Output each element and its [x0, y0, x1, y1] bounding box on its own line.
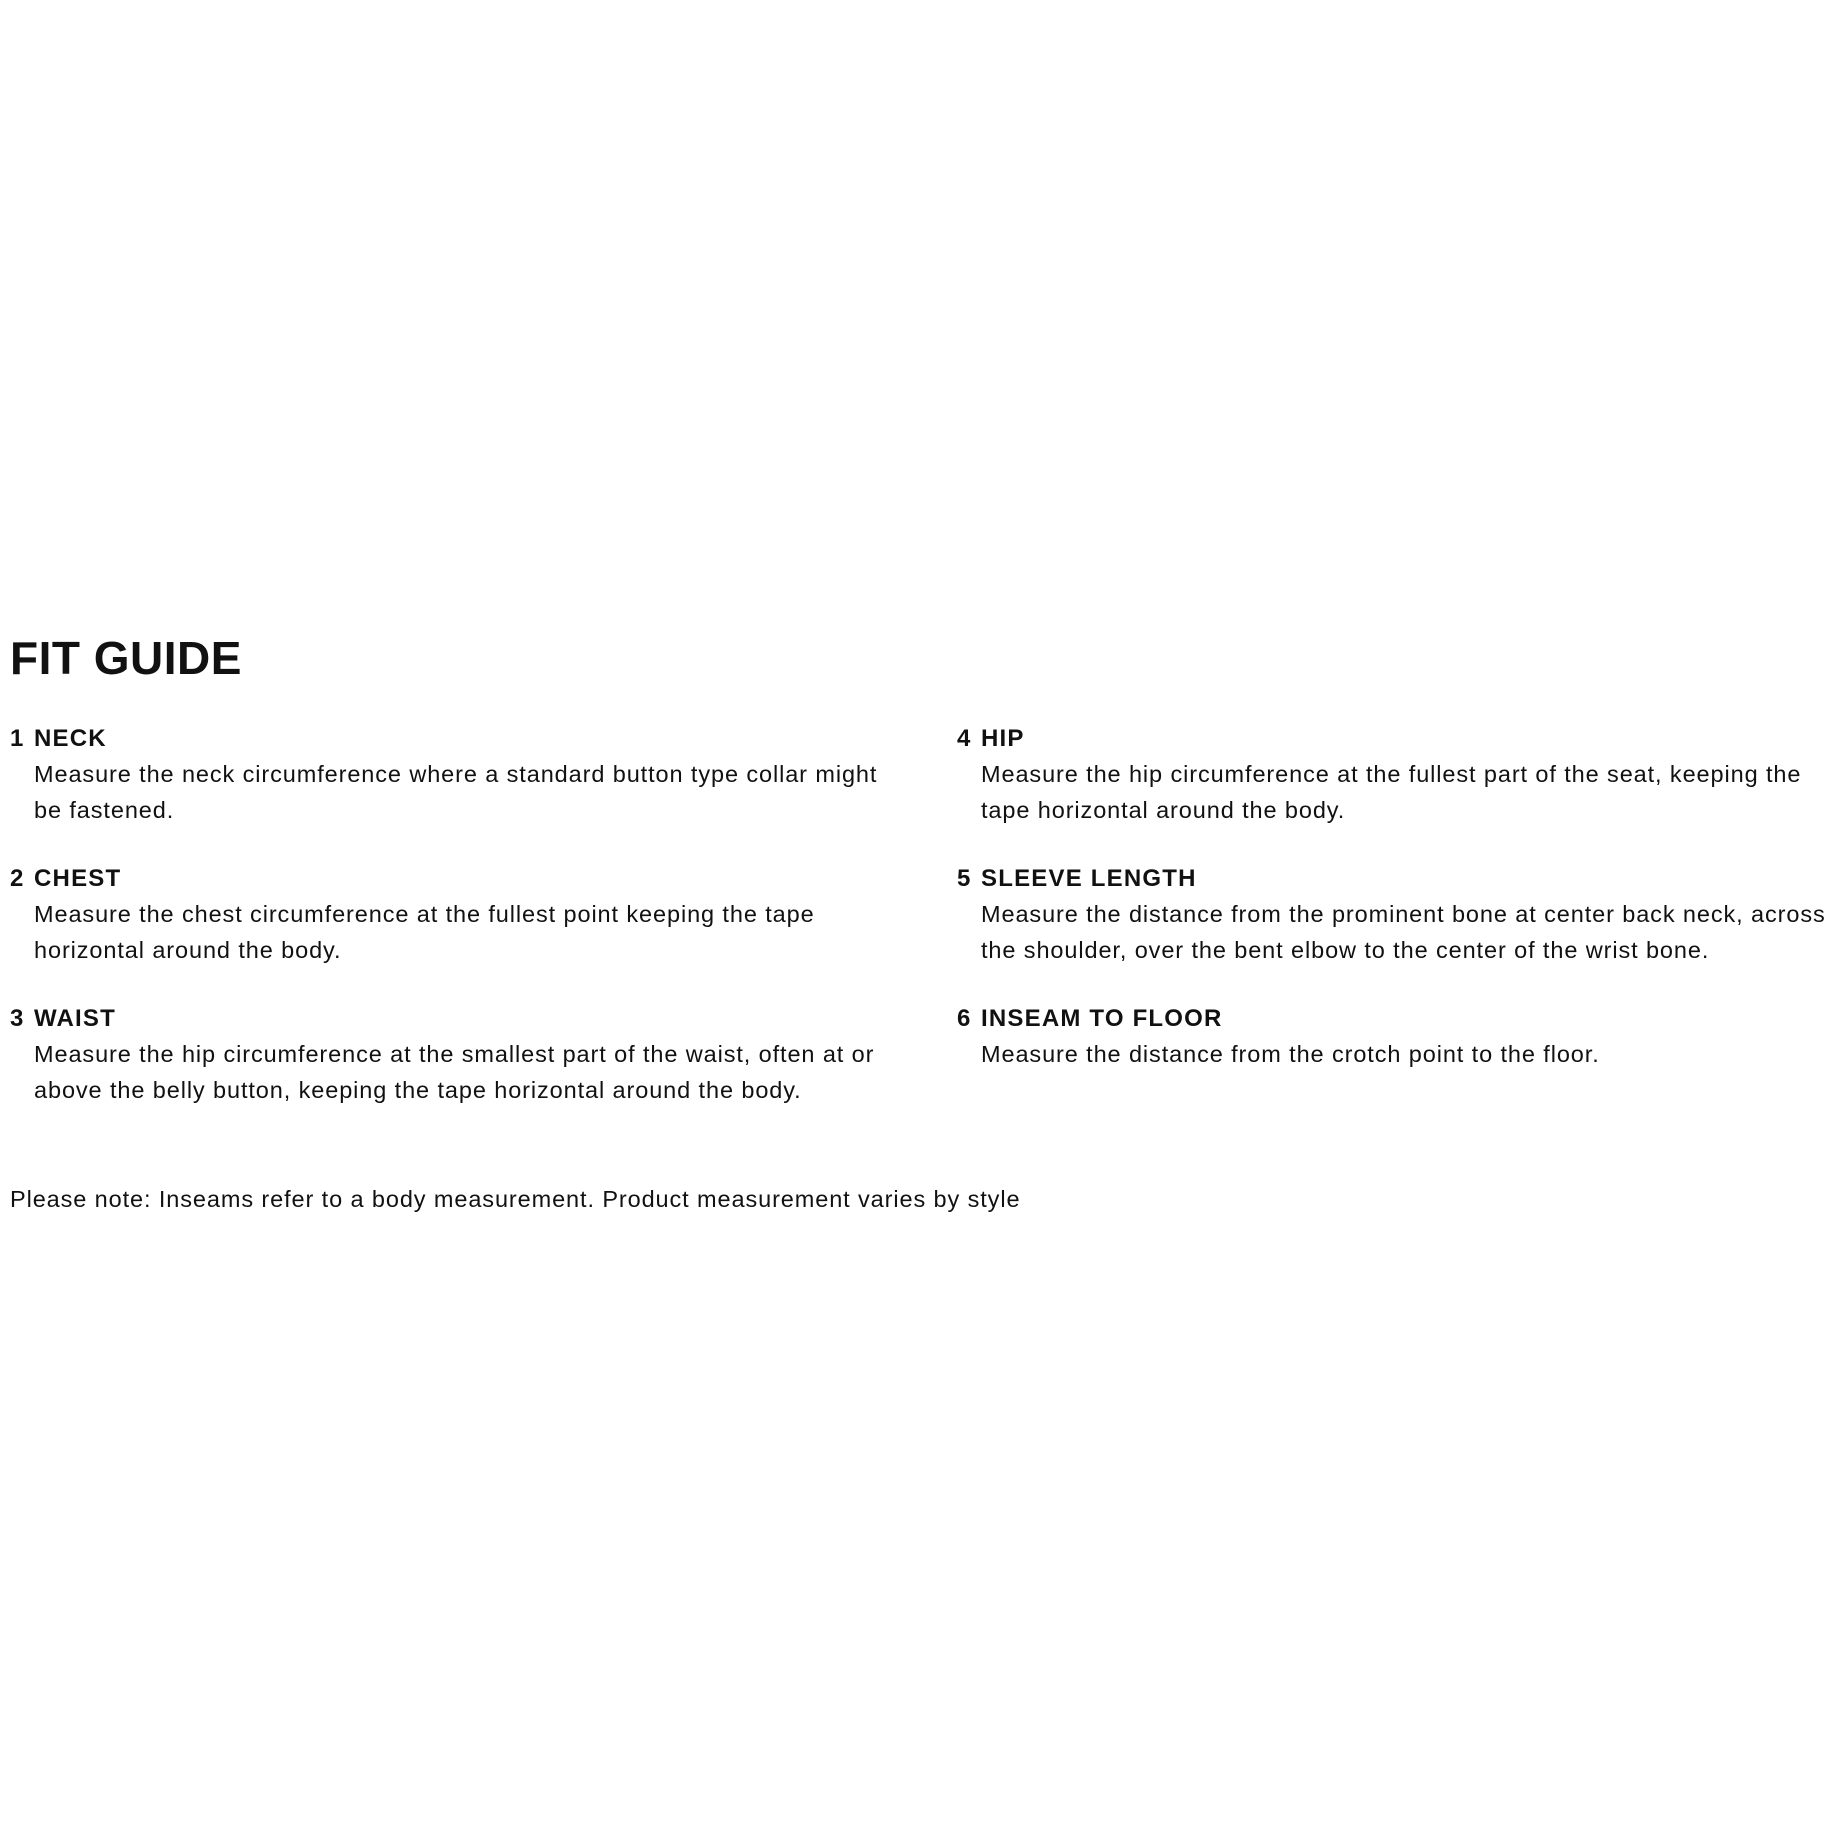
measurement-description: Measure the distance from the crotch point to the floor.: [981, 1041, 1600, 1067]
measurement-heading: [10, 864, 910, 894]
measurement-heading: [10, 724, 910, 754]
measurement-description: Measure the distance from the prominent bone at center back neck, across the shoulder, over the bent elbow to the center of the wrist bone.: [981, 901, 1826, 963]
measurement-number: 3: [10, 1005, 25, 1032]
measurement-number: 5: [957, 865, 972, 892]
measurement-column-left: [10, 724, 910, 1144]
measurement-column-right: [957, 724, 1840, 1108]
measurement-heading: [957, 864, 1840, 894]
measurement-item-chest: [10, 864, 910, 968]
measurement-item-sleeve-length: [957, 864, 1840, 968]
measurement-label: HIP: [981, 725, 1025, 752]
measurement-description: Measure the hip circumference at the smallest part of the waist, often at or above the belly button, keeping the tape horizontal around the body.: [34, 1041, 875, 1103]
measurement-item-waist: [10, 1004, 910, 1108]
measurement-heading: [957, 1004, 1840, 1034]
fit-guide-section: [10, 628, 1840, 1212]
measurement-description: Measure the chest circumference at the fullest point keeping the tape horizontal around the body.: [34, 901, 815, 963]
measurement-label: NECK: [34, 725, 107, 752]
measurement-item-neck: [10, 724, 910, 828]
measurement-heading: [10, 1004, 910, 1034]
measurement-number: 2: [10, 865, 25, 892]
measurement-number: 4: [957, 725, 972, 752]
measurement-heading: [957, 724, 1840, 754]
measurement-item-inseam-to-floor: [957, 1004, 1840, 1072]
measurement-number: 1: [10, 725, 25, 752]
measurement-label: INSEAM TO FLOOR: [981, 1005, 1223, 1032]
measurement-label: SLEEVE LENGTH: [981, 865, 1197, 892]
measurement-item-hip: [957, 724, 1840, 828]
measurement-description: Measure the hip circumference at the fullest part of the seat, keeping the tape horizontal around the body.: [981, 761, 1802, 823]
measurement-description: Measure the neck circumference where a standard button type collar might be fastened.: [34, 761, 878, 823]
measurement-number: 6: [957, 1005, 972, 1032]
inseam-note: Please note: Inseams refer to a body measurement. Product measurement varies by style: [10, 1186, 1021, 1212]
measurement-label: CHEST: [34, 865, 122, 892]
measurement-label: WAIST: [34, 1005, 116, 1032]
page-title: FIT GUIDE: [10, 632, 242, 684]
